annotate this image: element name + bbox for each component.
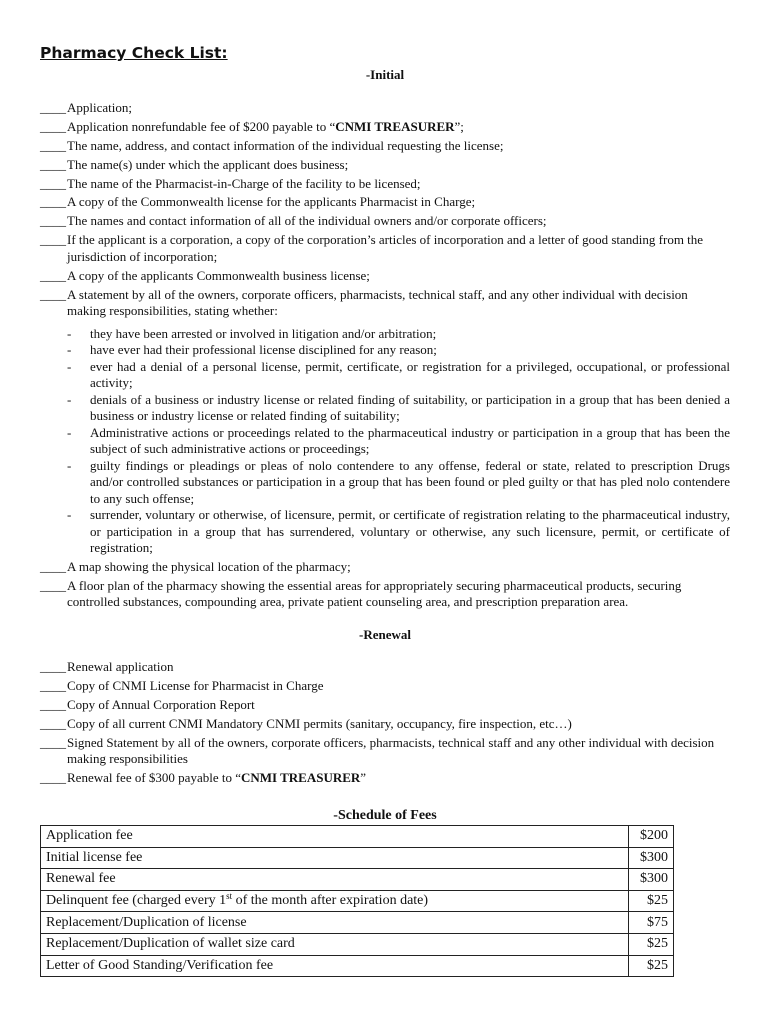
checkbox-blank-line[interactable]: ____ [40, 175, 66, 191]
checklist-item-text: Application; [67, 100, 132, 115]
fee-amount: $200 [629, 826, 674, 848]
checklist-item [40, 770, 730, 787]
table-row [41, 869, 674, 891]
checkbox-blank-line[interactable]: ____ [40, 734, 66, 750]
statement-condition-item [67, 342, 730, 358]
fee-label: Replacement/Duplication of license [46, 914, 247, 930]
checklist-item [40, 578, 730, 611]
statement-condition-item [67, 425, 730, 457]
fee-label-cell [41, 890, 629, 912]
checklist-item [40, 287, 730, 556]
fee-label-end: of the month after expiration date) [232, 893, 429, 909]
checkbox-blank-line[interactable]: ____ [40, 659, 66, 674]
fee-label: Delinquent fee (charged every 1 [46, 893, 227, 909]
checklist-item-text: The names and contact information of all of the individual owners and/or corporate officers; [67, 213, 547, 229]
fee-label: Letter of Good Standing/Verification fee [46, 957, 274, 973]
fee-amount: $75 [629, 912, 674, 934]
checklist-item [40, 697, 730, 714]
initial-checklist [40, 100, 730, 613]
fee-label-cell [41, 933, 629, 955]
fees-heading: -Schedule of Fees [333, 808, 437, 823]
fee-label-cell [41, 826, 629, 848]
table-row [41, 826, 674, 848]
checkbox-blank-line[interactable]: ____ [40, 769, 66, 785]
condition-text: - denials of a business or industry license or related finding of suitability, or participation in a group that has been denied a business or industry license or related finding of suitability; [90, 392, 730, 424]
checklist-item [40, 138, 730, 155]
checkbox-blank-line[interactable]: ____ [40, 696, 66, 712]
fee-label: Replacement/Duplication of wallet size card [46, 936, 295, 952]
checkbox-blank-line[interactable]: ____ [40, 232, 66, 248]
checklist-item-text: Renewal fee of $300 payable to “ [67, 769, 241, 785]
checklist-item [40, 213, 730, 230]
checkbox-blank-line[interactable]: ____ [40, 715, 66, 731]
checkbox-blank-line[interactable]: ____ [40, 194, 66, 210]
condition-text: - ever had a denial of a personal license, permit, certificate, or registration for a privileged, occupational, or professional activity; [90, 359, 730, 391]
renewal-checklist [40, 659, 730, 789]
fee-label-cell [41, 955, 629, 977]
checklist-item [40, 176, 730, 193]
table-row [41, 955, 674, 977]
condition-text: - Administrative actions or proceedings related to the pharmaceutical industry or participation in a group that has been the subject of such administrative actions or proceedings; [90, 425, 730, 457]
condition-text: - guilty findings or pleadings or pleas of nolo contendere to any offense, federal or state, related to prescription Drugs and/or controlled substances or participation in a group that has been found or pled guilty or that has pled nolo contendere to any such offense; [90, 458, 730, 506]
checklist-item [40, 268, 730, 285]
fee-amount: $25 [629, 955, 674, 977]
checklist-item-text: The name(s) under which the applicant does business; [67, 156, 349, 172]
checklist-item [40, 735, 730, 768]
checklist-item-text-end: ” [360, 769, 367, 785]
checklist-item-text: Copy of all current CNMI Mandatory CNMI permits (sanitary, occupancy, fire inspection, etc…) [67, 715, 572, 731]
condition-text: - have ever had their professional license disciplined for any reason; [90, 342, 437, 358]
checkbox-blank-line[interactable]: ____ [40, 100, 66, 115]
fee-label: Renewal fee [46, 871, 116, 887]
checklist-item-text: The name, address, and contact information of the individual requesting the license; [67, 137, 504, 153]
condition-text: - they have been arrested or involved in litigation and/or arbitration; [90, 325, 437, 341]
condition-text: - surrender, voluntary or otherwise, of licensure, permit, or certificate of registration relating to the pharmaceutical industry, or participation in a group that has surrendered, voluntary or otherwise, any such licensure, permit, or certificate of registration; [90, 507, 730, 555]
page-title: Pharmacy Check List: [40, 44, 228, 62]
fee-label: Initial license fee [46, 849, 143, 865]
checklist-item [40, 119, 730, 136]
checklist-item-text: Copy of CNMI License for Pharmacist in Charge [67, 677, 324, 693]
checklist-item-text: Signed Statement by all of the owners, corporate officers, pharmacists, technical staff and any other individual with decision making responsibilities [67, 734, 715, 767]
fee-amount: $25 [629, 890, 674, 912]
checklist-item [40, 100, 730, 117]
ordinal-suffix: st [226, 891, 233, 902]
checkbox-blank-line[interactable]: ____ [40, 118, 66, 134]
renewal-heading: -Renewal [359, 627, 411, 642]
checklist-item-text-end: ”; [454, 118, 464, 134]
checklist-item-text: The name of the Pharmacist-in-Charge of the facility to be licensed; [67, 175, 421, 191]
checklist-item [40, 716, 730, 733]
fee-amount: $25 [629, 933, 674, 955]
checklist-item [40, 194, 730, 211]
table-row [41, 912, 674, 934]
payee-name: CNMI TREASURER [335, 118, 455, 134]
payee-name: CNMI TREASURER [240, 769, 361, 785]
fee-amount: $300 [629, 869, 674, 891]
checklist-item [40, 232, 730, 265]
statement-condition-item [67, 359, 730, 391]
fee-label-cell [41, 847, 629, 869]
statement-condition-item [67, 392, 730, 424]
checkbox-blank-line[interactable]: ____ [40, 267, 66, 283]
checklist-item-text: Renewal application [67, 659, 174, 674]
checklist-item-text: A map showing the physical location of the pharmacy; [67, 558, 351, 574]
initial-heading: -Initial [365, 67, 405, 82]
fee-label-cell [41, 869, 629, 891]
checkbox-blank-line[interactable]: ____ [40, 286, 66, 302]
statement-condition-item [67, 507, 730, 556]
checklist-item-text: If the applicant is a corporation, a copy of the corporation’s articles of incorporation and a letter of good standing from the jurisdiction of incorporation; [67, 232, 704, 264]
checklist-item-text: Application nonrefundable fee of $200 payable to “ [67, 118, 336, 134]
statement-conditions-list [67, 326, 730, 556]
checkbox-blank-line[interactable]: ____ [40, 677, 66, 693]
checklist-item [40, 157, 730, 174]
checklist-item-text: A copy of the Commonwealth license for the applicants Pharmacist in Charge; [67, 194, 476, 210]
checkbox-blank-line[interactable]: ____ [40, 137, 66, 153]
checklist-item-text: Copy of Annual Corporation Report [67, 696, 255, 712]
checklist-item [40, 678, 730, 695]
fee-amount: $300 [629, 847, 674, 869]
checkbox-blank-line[interactable]: ____ [40, 156, 66, 172]
checklist-item-text: A floor plan of the pharmacy showing the essential areas for appropriately securing pharmaceutical products, securing controlled substances, compounding area, private patient counseling area, and prescription preparation area. [67, 577, 682, 610]
table-row [41, 890, 674, 912]
statement-condition-item [67, 458, 730, 507]
table-row [41, 847, 674, 869]
fee-schedule-table [40, 825, 674, 977]
statement-condition-item [67, 326, 730, 342]
checkbox-blank-line[interactable]: ____ [40, 577, 66, 593]
checklist-item [40, 559, 730, 576]
table-row [41, 933, 674, 955]
checklist-item [40, 659, 730, 676]
fee-label: Application fee [46, 828, 133, 844]
checkbox-blank-line[interactable]: ____ [40, 213, 66, 229]
checkbox-blank-line[interactable]: ____ [40, 558, 66, 574]
checklist-item-text: A statement by all of the owners, corporate officers, pharmacists, technical staff, and any other individual with decision making responsibilities, stating whether: [67, 286, 688, 319]
checklist-item-text: A copy of the applicants Commonwealth business license; [67, 267, 370, 283]
fee-label-cell [41, 912, 629, 934]
